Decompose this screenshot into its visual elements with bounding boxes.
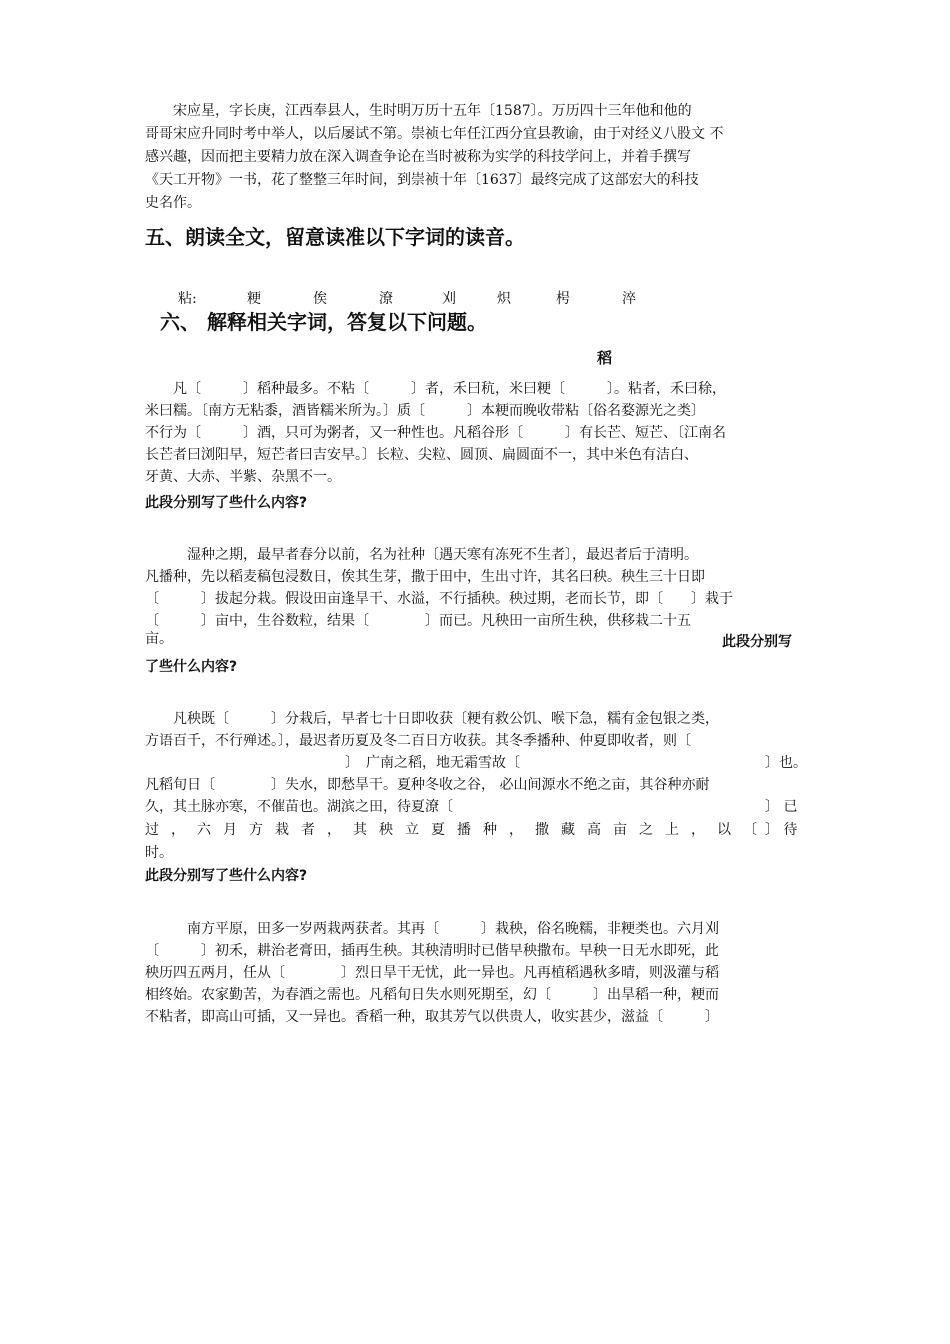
passage-title: 稻 [597, 349, 613, 367]
intro-line: 感兴趣，因而把主要精力放在深入调查争论在当时被称为实学的科技学问上，并着手撰写 [145, 149, 691, 165]
word-item: 淬 [622, 291, 636, 307]
question-3: 此段分别写了些什么内容? [145, 868, 308, 884]
p4-line: 南方平原，田多一岁两栽两获者。其再〔 〕栽秧，俗名晚糯，非粳类也。六月刈 [145, 921, 719, 937]
p3-line: 凡稻旬日〔 〕失水，即愁旱干。夏种冬收之谷， 必山间源水不绝之亩，其谷种亦耐 [145, 777, 710, 793]
p3-line-tail: 〕 已 [765, 799, 798, 815]
p3-line: 凡秧既〔 〕分栽后，早者七十日即收获〔粳有救公饥、喉下急，糯有金包银之类， [145, 711, 719, 727]
intro-line: 《天工开物》一书，花了整整三年时间，到崇祯十年〔1637〕最终完成了这部宏大的科技 [145, 172, 699, 188]
word-item: 炽 [497, 291, 511, 307]
word-item: 枵 [556, 291, 570, 307]
p2-line: 湿种之期，最早者春分以前，名为社种〔遇天寒有冻死不生者〕，最迟者后于清明。 [145, 547, 698, 563]
p3-line: 过，六月方栽者，其秧立夏播种，撒藏高亩之上，以〔 [145, 822, 769, 838]
question-2-part-2: 了些什么内容? [145, 659, 238, 675]
p3-line: 时。 [145, 845, 173, 861]
p3-line-tail: 〕也。 [765, 755, 807, 771]
p1-line: 凡〔 〕稻种最多。不粘〔 〕者，禾曰秔，米曰粳〔 〕。粘者，禾曰稌， [145, 381, 726, 397]
p1-line: 不行为〔 〕酒，只可为粥者，又一种性也。凡稻谷形〔 〕有长芒、短芒、〔江南名 [145, 425, 726, 441]
p2-line: 〔 〕亩中，生谷数粒，结果〔 〕而已。凡秧田一亩所生秧，供移栽二十五 [145, 613, 691, 629]
p2-line: 亩。 [145, 631, 173, 647]
p2-line: 〔 〕拔起分栽。假设田亩逢旱干、水溢，不行插秧。秧过期，老而长节，即〔 〕栽于 [145, 591, 733, 607]
p1-line: 牙黄、大赤、半紫、杂黑不一。 [145, 469, 341, 485]
word-item: 刈 [442, 291, 456, 307]
p4-line: 相终始。农家勤苦，为春酒之需也。凡稻旬日失水则死期至，幻〔 〕出旱稻一种，粳而 [145, 987, 719, 1003]
p3-line: 方语百千，不行殚述。〕，最迟者历夏及冬二百日方收获。其冬季播种、仲夏即收者，则〔 [145, 733, 691, 749]
p4-line: 秧历四五两月，任从〔 〕烈日旱干无忧，此一异也。凡再植稻遇秋多晴，则汲灌与稻 [145, 965, 719, 981]
p4-line: 不粘者，即高山可插，又一异也。香稻一种，取其芳气以供贵人，收实甚少，滋益〔 〕 [145, 1009, 719, 1025]
p3-line: 久，其土脉亦寒，不催苗也。湖滨之田，待夏潦〔 [145, 799, 453, 815]
p3-line-tail: 〕 待 [765, 822, 798, 838]
intro-line: 史名作。 [145, 195, 201, 211]
p1-line: 长芒者曰浏阳早，短芒者曰吉安早。〕长粒、尖粒、圆顶、扁圆面不一，其中米色有洁白、 [145, 447, 698, 463]
words-label: 粘: [178, 291, 197, 307]
word-item: 粳 [247, 291, 261, 307]
word-item: 俟 [313, 291, 327, 307]
intro-line: 宋应星，字长庚，江西奉县人，生时明万历十五年〔1587〕。万历四十三年他和他的 [145, 103, 692, 119]
p2-line: 凡播种，先以稻麦稿包浸数日，俟其生芽，撒于田中，生出寸许，其名曰秧。秧生三十日即 [145, 569, 705, 585]
word-item: 潦 [379, 291, 393, 307]
question-1: 此段分别写了些什么内容? [145, 495, 308, 511]
section-5-heading: 五、朗读全文，留意读准以下字词的读音。 [145, 225, 525, 249]
intro-line: 哥哥宋应升同时考中举人，以后屡试不第。崇祯七年任江西分宜县教谕，由于对经义八股文 不 [145, 126, 724, 142]
p4-line: 〔 〕初禾，耕治老膏田，插再生秧。其秧清明时已偕早秧撒布。早秧一日无水即死，此 [145, 943, 719, 959]
p3-line: 〕 广南之稻，地无霜雪故〔 [345, 755, 520, 771]
section-6-heading: 六、 解释相关字词，答复以下问题。 [160, 310, 487, 334]
p1-line: 米曰糯。〔南方无粘黍，酒皆糯米所为。〕质〔 〕本粳而晚收带粘〔俗名婺源光之类〕 [145, 403, 705, 419]
question-2-part-1: 此段分别写 [722, 634, 792, 650]
